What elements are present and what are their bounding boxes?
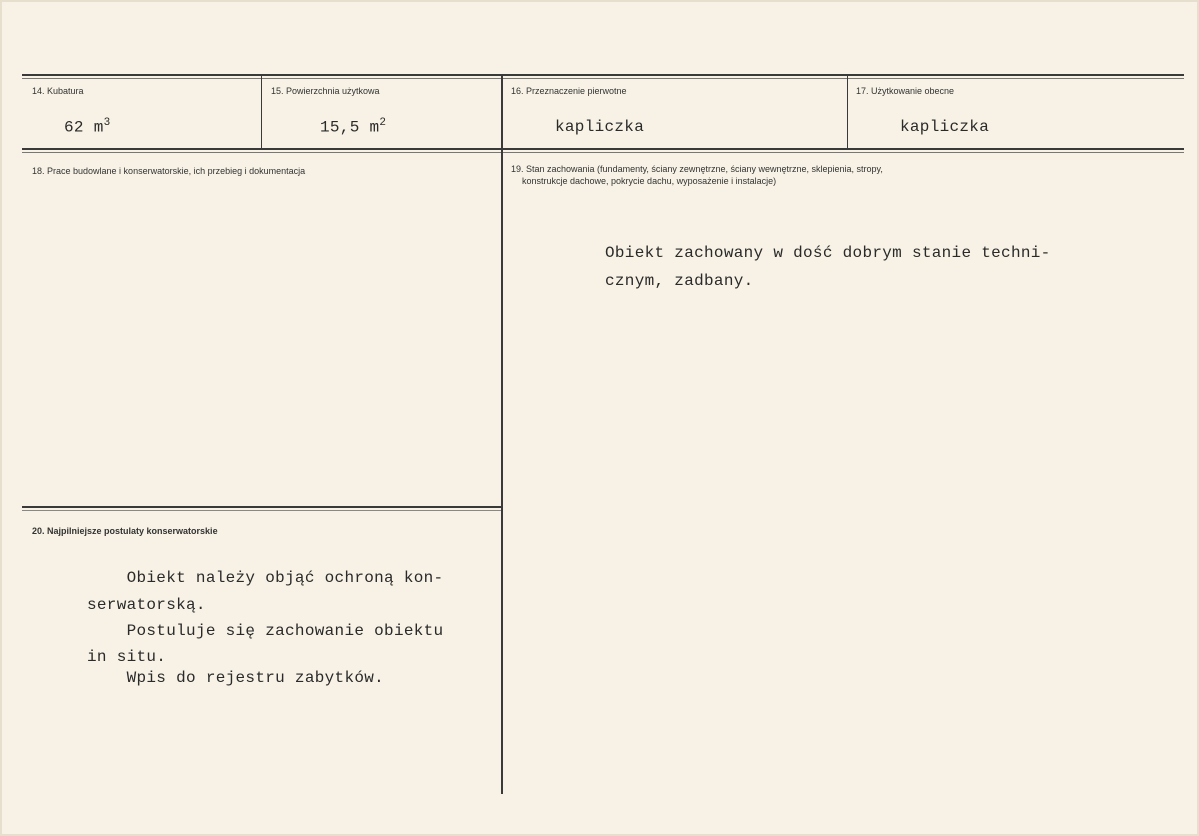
field19-label-line1: 19. Stan zachowania (fundamenty, ściany zewnętrzne, ściany wewnętrzne, sklepienia, stropy, bbox=[511, 164, 883, 174]
top-rule bbox=[22, 74, 1184, 76]
divider-15-16 bbox=[501, 76, 503, 149]
field14-exponent: 3 bbox=[103, 117, 111, 129]
top-rule-thin bbox=[22, 78, 1184, 79]
field17-value: kapliczka bbox=[900, 118, 990, 136]
field20-line-3: Postuluje się zachowanie obiektu bbox=[87, 622, 444, 640]
divider-main bbox=[501, 150, 503, 794]
row1-bottom-rule-thin bbox=[22, 152, 1184, 153]
divider-14-15 bbox=[261, 76, 262, 149]
field20-line-5: Wpis do rejestru zabytków. bbox=[87, 669, 385, 687]
field20-label: 20. Najpilniejsze postulaty konserwatorskie bbox=[32, 526, 218, 536]
field20-line-4: in situ. bbox=[87, 648, 167, 666]
field20-top-rule-thin bbox=[22, 510, 501, 511]
field20-top-rule bbox=[22, 506, 501, 508]
field18-label: 18. Prace budowlane i konserwatorskie, ich przebieg i dokumentacja bbox=[32, 166, 306, 176]
field16-value: kapliczka bbox=[555, 118, 645, 136]
field14-value bbox=[64, 117, 111, 136]
field20-line-2: serwatorską. bbox=[87, 596, 206, 614]
field20-line-1: Obiekt należy objąć ochroną kon- bbox=[87, 569, 444, 587]
field15-number: 15,5 m bbox=[320, 118, 380, 137]
divider-16-17 bbox=[847, 76, 848, 149]
field15-exponent: 2 bbox=[379, 117, 387, 129]
field16-label: 16. Przeznaczenie pierwotne bbox=[511, 86, 627, 96]
row1-bottom-rule bbox=[22, 148, 1184, 150]
field15-label: 15. Powierzchnia użytkowa bbox=[271, 86, 380, 96]
field19-label-line2: konstrukcje dachowe, pokrycie dachu, wyposażenie i instalacje) bbox=[522, 176, 777, 186]
field14-number: 62 m bbox=[64, 118, 104, 137]
field19-text-line1: Obiekt zachowany w dość dobrym stanie techni- bbox=[605, 244, 1051, 262]
field14-label: 14. Kubatura bbox=[32, 86, 84, 96]
field15-value bbox=[320, 117, 386, 136]
field19-text-line2: cznym, zadbany. bbox=[605, 272, 754, 290]
field17-label: 17. Użytkowanie obecne bbox=[856, 86, 955, 96]
